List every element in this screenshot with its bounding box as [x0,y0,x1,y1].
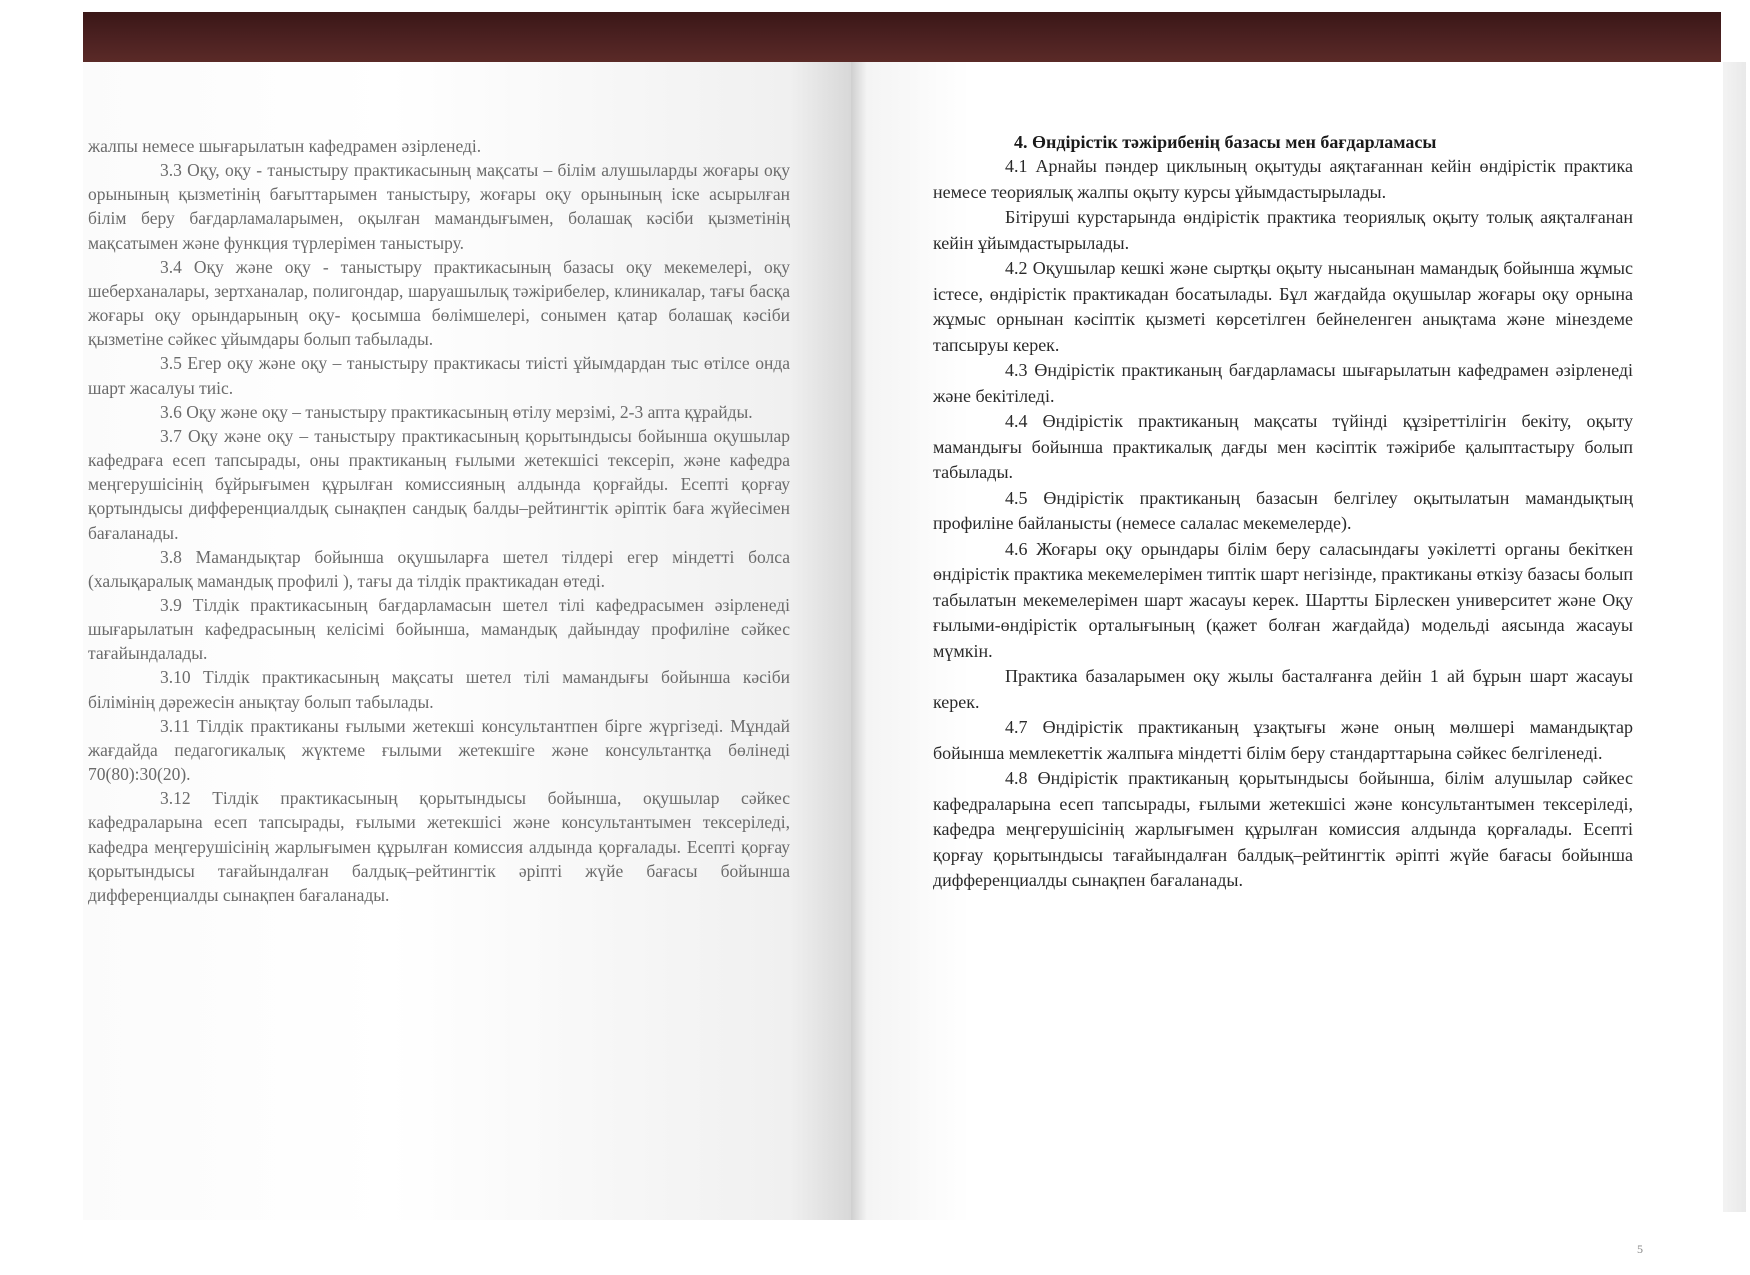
paragraph-3-8: 3.8 Мамандықтар бойынша оқушыларға шетел тілдері егер міндетті болса (халықаралық мамандық профилі ), тағы да тілдік практикадан өтеді. [88,546,790,591]
paragraph-3-5: 3.5 Егер оқу және оқу – таныстыру практикасы тиісті ұйымдардан тыс өтілсе онда шарт жасалуы тиіс. [88,353,790,398]
paragraph: жалпы немесе шығарылатын кафедрамен әзірленеді. [88,136,482,156]
paragraph-4-8: 4.8 Өндірістік практиканың қорытындысы бойынша, білім алушылар сәйкес кафедраларына есеп тапсырады, ғылыми жетекшісі және консультантымен тексеріледі, кафедра меңгерушісінің жарлығымен құрылған комиссия алдында қорғалады. Есепті қорғау қорытындысы тағайындалған балдық–рейтингтік әріпті жүйе бағасы бойынша дифференциалды сынақпен бағаланады. [933,768,1633,890]
paragraph-4-1-cont: Бітіруші курстарында өндірістік практика теориялық оқыту толық аяқталғанан кейін ұйымдастырылады. [933,207,1633,253]
left-page-text [88,134,790,907]
paragraph-4-2: 4.2 Оқушылар кешкі және сыртқы оқыту нысанынан мамандық бойынша жұмыс істесе, өндірістік практикадан босатылады. Бұл жағдайда оқушылар жоғары оқу орнына жұмыс орнынан кәсіптік қызметі көрсетілген бейнеленген анықтама және мінездеме тапсыруы керек. [933,258,1633,355]
paragraph-3-12: 3.12 Тілдік практикасының қорытындысы бойынша, оқушылар сәйкес кафедраларына есеп тапсырады, ғылыми жетекшісі және консультантымен тексеріледі, кафедра меңгерушісінің жарлығымен құрылған комиссия алдында қорғалады. Есепті қорғау қорытындысы тағайындалған балдық–рейтингтік әріпті жүйе бағасы бойынша дифференциалды сынақпен бағаланады. [88,788,790,905]
paragraph-3-11: 3.11 Тілдік практиканы ғылыми жетекші консультантпен бірге жүргізеді. Мұндай жағдайда педагогикалық жүктеме ғылыми жетекшіге және консультантқа бөлінеді 70(80):30(20). [88,715,790,785]
paragraph-4-5: 4.5 Өндірістік практиканың базасын белгілеу оқытылатын мамандықтың профиліне байланысты (немесе салалас мекемелерде). [933,487,1633,533]
book-cover-edge [83,12,1721,62]
paragraph-3-9: 3.9 Тілдік практикасының бағдарламасын шетел тілі кафедрасымен әзірленеді шығарылатын кафедрасының келісімі бойынша, мамандық дайындау профиліне сәйкес тағайындалады. [88,594,790,664]
right-page-text [933,154,1633,894]
paragraph-4-4: 4.4 Өндірістік практиканың мақсаты түйінді құзіреттілігін бекіту, оқыту мамандығы бойынша практикалық дағды мен кәсіптік тәжірибе қалыптастыру болып табылады. [933,411,1633,482]
paragraph-3-7: 3.7 Оқу және оқу – таныстыру практикасының қорытындысы бойынша оқушылар кафедраға есеп тапсырады, оны практиканың ғылыми жетекшісі тексеріп, және кафедра меңгерушісінің бұйрығымен құрылған комиссияның алдында қорғайды. Есепті қорғау қортындысы дифференциалдық сынақпен сандық балды–рейтингтік әріптік баға жүйесімен бағаланады. [88,425,790,543]
section-heading: 4. Өндірістік тәжірибенің базасы мен бағдарламасы [1014,132,1437,152]
paragraph-4-6: 4.6 Жоғары оқу орындары білім беру саласындағы уәкілетті органы бекіткен өндірістік практика мекемелерімен типтік шарт негізінде, практиканы өткізу базасы болып табылатын мекемелерімен шарт жасауы керек. Шартты Бірлескен университет және Оқу ғылыми-өндірістік орталығының (қажет болған жағдайда) модельді аясында жасауы мүмкін. [933,538,1633,661]
paragraph-3-3: 3.3 Оқу, оқу - таныстыру практикасының мақсаты – білім алушыларды жоғары оқу орынының қызметінің бағыттарымен таныстыру, жоғары оқу орынының іске асырылған білім беру бағдарламаларымен, оқылған мамандығымен, болашақ кәсіби қызметінің мақсатымен және функция түрлерімен таныстыру. [88,160,790,253]
paragraph-4-6-cont: Практика базаларымен оқу жылы басталғанға дейін 1 ай бұрын шарт жасауы керек. [933,666,1633,712]
book-gutter [851,62,867,1220]
paragraph-3-4: 3.4 Оқу және оқу - таныстыру практикасының базасы оқу мекемелері, оқу шеберханалары, зертханалар, полигондар, шаруашылық тәжірибелер, клиникалар, тағы басқа жоғары оқу орындарының оқу- қосымша бөлімшелері, сонымен қатар болашақ кәсіби қызметіне сәйкес ұйымдары болып табылады. [88,256,790,350]
paragraph-4-3: 4.3 Өндірістік практиканың бағдарламасы шығарылатын кафедрамен әзірленеді және бекітіледі. [933,360,1633,406]
page-number: 5 [1637,1242,1643,1256]
paragraph-3-10: 3.10 Тілдік практикасының мақсаты шетел тілі мамандығы бойынша кәсіби білімінің дәрежесін анықтау болып табылады. [88,667,790,712]
paragraph-3-6: 3.6 Оқу және оқу – таныстыру практикасының өтілу мерзімі, 2-3 апта құрайды. [160,401,753,422]
paragraph-4-1: 4.1 Арнайы пәндер циклының оқытуды аяқтағаннан кейін өндірістік практика немесе теориялық жалпы оқыту курсы ұйымдастырылады. [933,156,1633,202]
paragraph-4-7: 4.7 Өндірістік практиканың ұзақтығы және оның мөлшері мамандықтар бойынша мемлекеттік жалпыға міндетті білім беру стандарттарына сәйкес белгіленеді. [933,717,1633,763]
